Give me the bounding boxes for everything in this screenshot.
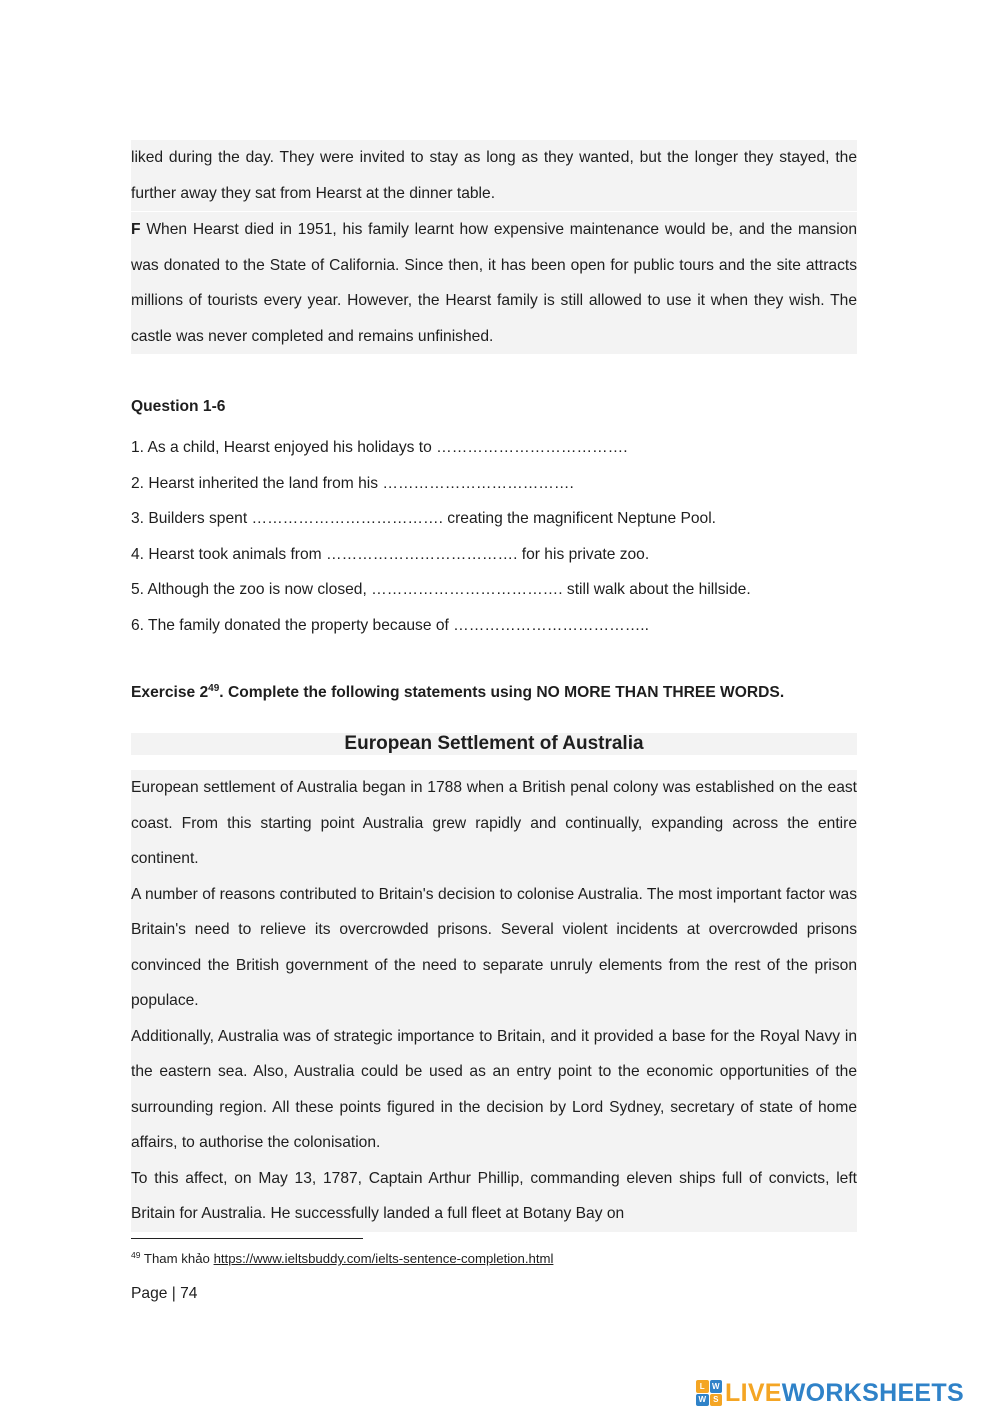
footnote-number: 49: [131, 1250, 141, 1260]
liveworksheets-wordmark: LIVEWORKSHEETS: [725, 1378, 964, 1407]
article-paragraph: A number of reasons contributed to Britain's decision to colonise Australia. The most important factor was Britain's need to relieve its overcrowded prisons. Several violent incidents at overcrowded prisons convinced the British government of the need to separate unruly elements from the rest of the prison populace.: [131, 885, 857, 1009]
footnote-link[interactable]: https://www.ieltsbuddy.com/ielts-sentence-completion.html: [213, 1251, 554, 1266]
intro-paragraph-1: [131, 140, 857, 211]
exercise-instruction: . Complete the following statements using NO MORE THAN THREE WORDS.: [219, 684, 785, 701]
page-number: Page | 74: [131, 1285, 198, 1302]
liveworksheets-logo-icon: L W W S: [696, 1380, 722, 1406]
article-paragraph: To this affect, on May 13, 1787, Captain Arthur Phillip, commanding eleven ships full of convicts, left Britain for Australia. He successfully landed a full fleet at Botany Bay on: [131, 1169, 857, 1222]
exercise-heading: [131, 683, 784, 702]
question-heading: Question 1-6: [131, 398, 226, 415]
footnote-divider: [131, 1238, 363, 1239]
article-body: [131, 770, 857, 1232]
footnote: [131, 1250, 553, 1266]
article-paragraph: European settlement of Australia began in 1788 when a British penal colony was established on the east coast. From this starting point Australia grew rapidly and continually, expanding across the entire continent.: [131, 779, 857, 867]
question-item-2[interactable]: 2. Hearst inherited the land from his ……………………………….: [131, 474, 574, 492]
footnote-label: Tham khảo: [143, 1251, 210, 1266]
footnote-reference: 49: [208, 683, 220, 694]
question-item-3[interactable]: 3. Builders spent ………………………………. creating the magnificent Neptune Pool.: [131, 510, 717, 527]
article-paragraph: Additionally, Australia was of strategic importance to Britain, and it provided a base for the Royal Navy in the eastern sea. Also, Australia could be used as an entry point to the economic opportunities of the surrounding region. All these points figured in the decision by Lord Sydney, secretary of state of home affairs, to authorise the colonisation.: [131, 1027, 857, 1151]
intro-paragraph-f-text: When Hearst died in 1951, his family learnt how expensive maintenance would be, and the mansion was donated to the State of California. Since then, it has been open for public tours and the site attracts millions of tourists every year. However, the Hearst family is still allowed to use it when they wish. The castle was never completed and remains unfinished.: [131, 221, 857, 345]
intro-paragraph-f: [131, 212, 857, 354]
question-list: [131, 430, 857, 643]
article-title: European Settlement of Australia: [131, 733, 857, 755]
question-item-1[interactable]: 1. As a child, Hearst enjoyed his holidays to ……………………………….: [131, 439, 628, 456]
paragraph-letter: F: [131, 221, 141, 238]
question-item-6[interactable]: 6. The family donated the property because of ………………………………..: [131, 616, 649, 634]
intro-paragraph-1-text: liked during the day. They were invited to stay as long as they wanted, but the longer they stayed, the further away they sat from Hearst at the dinner table.: [131, 149, 857, 202]
exercise-prefix: Exercise 2: [131, 684, 209, 701]
question-item-4[interactable]: 4. Hearst took animals from ………………………………. for his private zoo.: [131, 545, 650, 563]
question-item-5[interactable]: 5. Although the zoo is now closed, ………………………………. still walk about the hillside.: [131, 581, 751, 598]
liveworksheets-watermark: [696, 1378, 964, 1408]
